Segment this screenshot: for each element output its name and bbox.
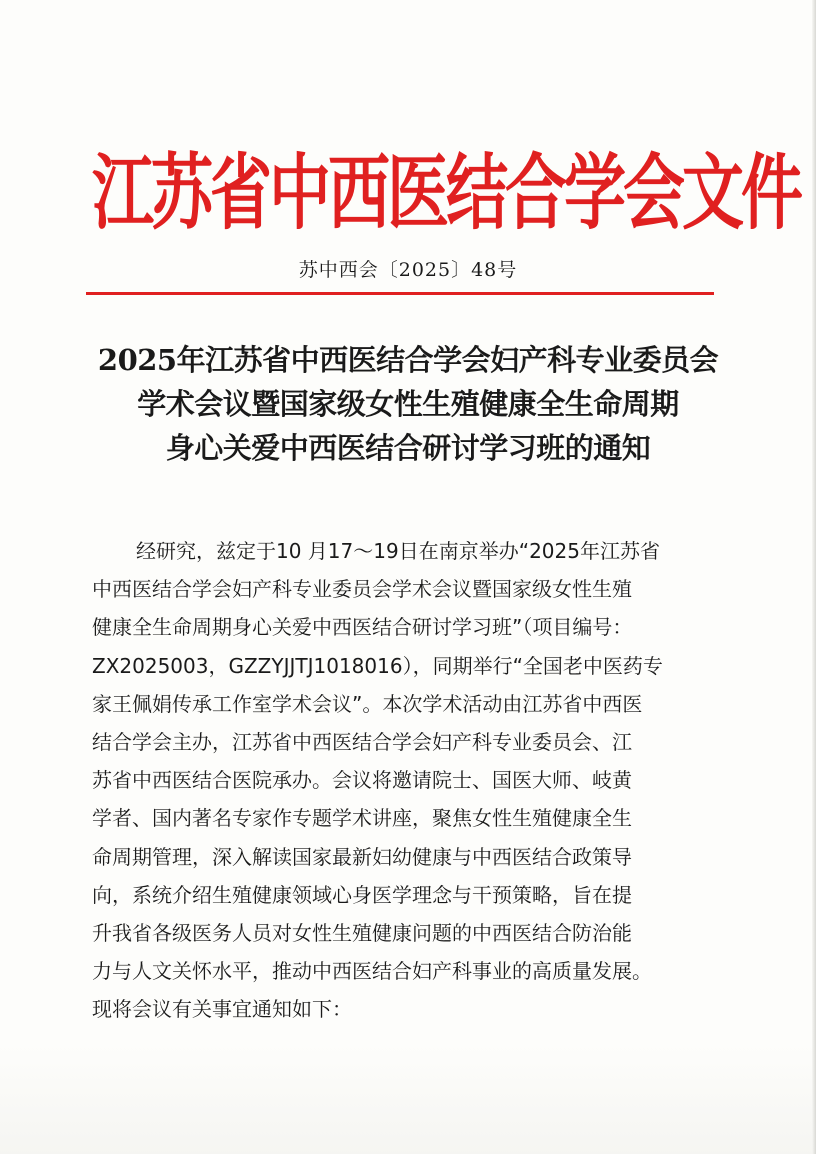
body-line: 家王佩娟传承工作室学术会议”。本次学术活动由江苏省中西医 [92, 691, 643, 716]
masthead-title: 江苏省中西医结合学会文件 [92, 144, 801, 241]
title-line-2: 学术会议暨国家级女性生殖健康全生命周期 [137, 387, 679, 421]
scan-shadow [0, 1045, 816, 1154]
body-line: 现将会议有关事宜通知如下： [92, 997, 352, 1022]
body-line: ZX2025003，GZZYJJTJ1018016），同期举行“全国老中医药专 [92, 653, 663, 678]
body-line: 健康全生命周期身心关爱中西医结合研讨学习班”（项目编号： [92, 615, 633, 640]
document-number: 苏中西会〔2025〕48号 [298, 259, 518, 281]
notice-title [60, 338, 756, 470]
body-line: 力与人文关怀水平，推动中西医结合妇产科事业的高质量发展。 [92, 959, 652, 984]
notice-body [92, 532, 716, 1029]
title-line-3: 身心关爱中西医结合研讨学习班的通知 [165, 431, 651, 465]
red-divider-line [86, 292, 714, 295]
body-line: 苏省中西医结合医院承办。会议将邀请院士、国医大师、岐黄 [92, 768, 632, 793]
page-edge [812, 0, 816, 1154]
body-line: 经研究，兹定于10 月17～19日在南京举办“2025年江苏省 [136, 539, 660, 563]
body-line: 学者、国内著名专家作专题学术讲座，聚焦女性生殖健康全生 [92, 806, 632, 831]
title-line-1: 2025年江苏省中西医结合学会妇产科专业委员会 [97, 343, 719, 377]
body-line: 结合学会主办，江苏省中西医结合学会妇产科专业委员会、江 [92, 730, 632, 755]
body-line: 向，系统介绍生殖健康领域心身医学理念与干预策略，旨在提 [92, 882, 632, 907]
body-line: 中西医结合学会妇产科专业委员会学术会议暨国家级女性生殖 [92, 577, 632, 602]
body-line: 命周期管理，深入解读国家最新妇幼健康与中西医结合政策导 [92, 844, 632, 869]
body-line: 升我省各级医务人员对女性生殖健康问题的中西医结合防治能 [92, 921, 632, 946]
